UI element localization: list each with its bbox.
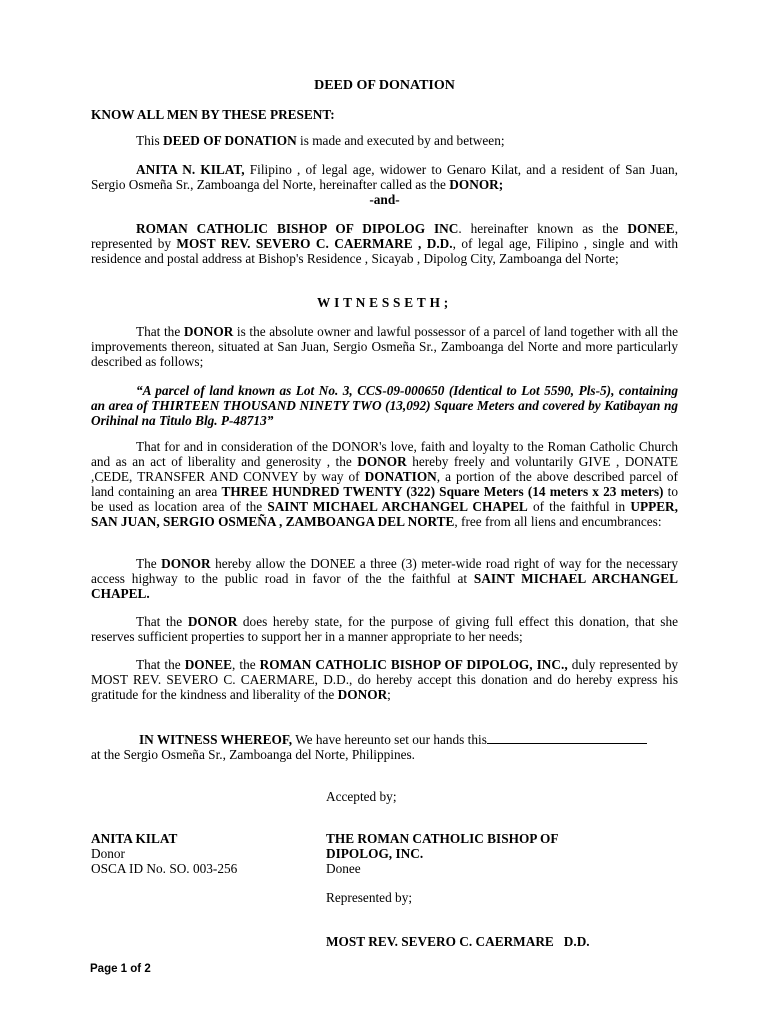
donee-sig-name-line2: DIPOLOG, INC.	[326, 846, 424, 861]
document-page	[91, 0, 678, 1024]
represented-by-label: Represented by;	[326, 890, 413, 905]
accepted-by-label: Accepted by;	[326, 789, 397, 804]
donee-sig-role: Donee	[326, 861, 361, 876]
page-footer: Page 1 of 2	[90, 963, 151, 975]
reservation-paragraph: That the DONOR does hereby state, for the purpose of giving full effect this donation, that she reserves sufficient properties to support her in a manner appropriate to her needs;	[91, 614, 678, 644]
acceptance-paragraph: That the DONEE, the ROMAN CATHOLIC BISHOP OF DIPOLOG, INC., duly represented by MOST REV. SEVERO C. CAERMARE, D.D., do hereby accept this donation and do hereby express his gratitude for the kindness and liberality of the DONOR;	[91, 657, 679, 702]
and-separator: -and-	[369, 192, 400, 207]
ownership-paragraph: That the DONOR is the absolute owner and lawful possessor of a parcel of land together with all the improvements thereon, situated at San Juan, Sergio Osmeña Sr., Zamboanga del Norte and more particularly described as follows;	[91, 324, 678, 369]
witness-whereof-line: IN WITNESS WHEREOF, We have hereunto set our hands this	[91, 731, 678, 747]
donor-sig-name: ANITA KILAT	[91, 831, 178, 846]
know-all-heading: KNOW ALL MEN BY THESE PRESENT:	[91, 107, 335, 122]
donor-sig-role: Donor	[91, 846, 125, 861]
donor-sig-id: OSCA ID No. SO. 003-256	[91, 861, 238, 876]
land-description-quote: “A parcel of land known as Lot No. 3, CCS-09-000650 (Identical to Lot 5590, Pls-5), containing an area of THIRTEEN THOUSAND NINETY TWO (13,092) Square Meters and covered by Katibayan ng Orihinal na Titulo Blg. P-48713”	[91, 383, 678, 428]
donee-signature-block	[326, 831, 558, 876]
witnesseth-heading: WITNESSETH;	[317, 295, 452, 310]
right-of-way-paragraph: The DONOR hereby allow the DONEE a three (3) meter-wide road right of way for the necessary access highway to the public road in favor of the the faithful at SAINT MICHAEL ARCHANGEL CHAPEL.	[91, 556, 678, 601]
date-blank-line	[487, 731, 647, 744]
donation-paragraph: That for and in consideration of the DONOR's love, faith and loyalty to the Roman Catholic Church and as an act of liberality and generosity , the DONOR hereby freely and voluntarily GIVE , DONATE ,CEDE, TRANSFER AND CONVEY by way of DONATION, a portion of the above described parcel of land containing an area THREE HUNDRED TWENTY (322) Square Meters (14 meters x 23 meters) to be used as location area of the SAINT MICHAEL ARCHANGEL CHAPEL of the faithful in UPPER, SAN JUAN, SERGIO OSMEÑA , ZAMBOANGA DEL NORTE, free from all liens and encumbrances:	[91, 439, 678, 529]
donor-signature-block	[91, 831, 237, 876]
donor-paragraph: ANITA N. KILAT, Filipino , of legal age, widower to Genaro Kilat, and a resident of San Juan, Sergio Osmeña Sr., Zamboanga del Norte, hereinafter called as the DONOR;	[91, 162, 678, 192]
intro-paragraph: This DEED OF DONATION is made and executed by and between;	[136, 133, 505, 148]
donee-sig-name-line1: THE ROMAN CATHOLIC BISHOP OF	[326, 831, 559, 846]
representative-name: MOST REV. SEVERO C. CAERMARE D.D.	[326, 934, 590, 949]
witness-location: at the Sergio Osmeña Sr., Zamboanga del Norte, Philippines.	[91, 747, 415, 762]
donee-paragraph: ROMAN CATHOLIC BISHOP OF DIPOLOG INC. hereinafter known as the DONEE, represented by MOST REV. SEVERO C. CAERMARE , D.D., of legal age, Filipino , single and with residence and postal address at Bishop's Residence , Sicayab , Dipolog City, Zamboanga del Norte;	[91, 221, 679, 266]
document-title: DEED OF DONATION	[314, 78, 455, 93]
